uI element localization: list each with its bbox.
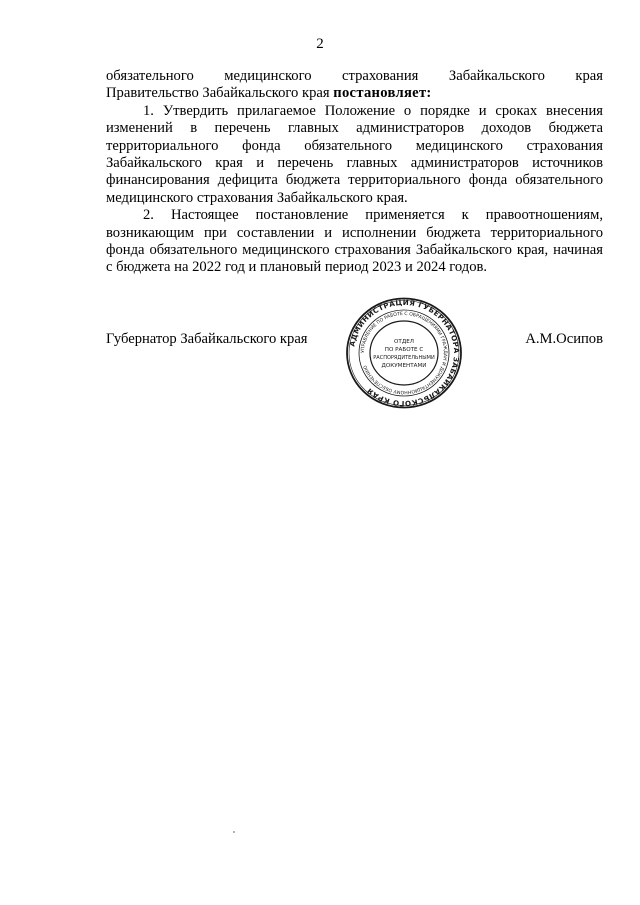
signer-name: А.М.Осипов	[525, 331, 603, 347]
word: Забайкальского	[448, 68, 545, 84]
paragraph-1: 1. Утвердить прилагаемое Положение о порядке и сроках внесения изменений в перечень главных администраторов доходов бюджета территориального фонда обязательного медицинского страхования Забайкальского края и перечень главных администраторов источников финансирования дефицита бюджета территориального фонда обязательного медицинского страхования Забайкальского края.	[106, 102, 603, 206]
svg-text:УПРАВЛЕНИЕ ПО РАБОТЕ С ОБРАЩЕН: УПРАВЛЕНИЕ ПО РАБОТЕ С ОБРАЩЕНИЯМИ ГРАЖДАН И ДОКУМЕНТАЦИОННОМУ ОБЕСПЕЧЕНИЮ	[360, 311, 448, 395]
seal-center-line: РАСПОРЯДИТЕЛЬНЫМИ	[373, 355, 435, 361]
svg-text:АДМИНИСТРАЦИЯ ГУБЕРНАТОРА ЗАБА: АДМИНИСТРАЦИЯ ГУБЕРНАТОРА ЗАБАЙКАЛЬСКОГО КРАЯ	[347, 297, 462, 409]
word: края	[575, 68, 603, 84]
text-line-continuation	[106, 68, 603, 85]
paragraph-2: 2. Настоящее постановление применяется к правоотношениям, возникающим при составлении и исполнении бюджета территориального фонда обязательного медицинского страхования Забайкальского края, начиная с бюджета на 2022 год и плановый период 2023 и 2024 годов.	[106, 207, 603, 276]
text-line-decree	[106, 85, 603, 102]
seal-center-line: ДОКУМЕНТАМИ	[381, 363, 427, 369]
seal-center-line: ПО РАБОТЕ С	[384, 347, 424, 353]
official-seal-stamp	[344, 296, 464, 410]
decree-keyword: постановляет:	[333, 85, 432, 102]
document-body	[106, 68, 603, 277]
decree-intro: Правительство Забайкальского края	[106, 85, 334, 102]
page-number: 2	[316, 36, 324, 52]
scan-artifact-dot	[233, 831, 235, 833]
word: обязательного	[106, 68, 194, 84]
signer-position: Губернатор Забайкальского края	[106, 331, 308, 347]
word: страхования	[342, 68, 419, 84]
seal-center-line: ОТДЕЛ	[394, 339, 414, 345]
word: медицинского	[224, 68, 312, 84]
